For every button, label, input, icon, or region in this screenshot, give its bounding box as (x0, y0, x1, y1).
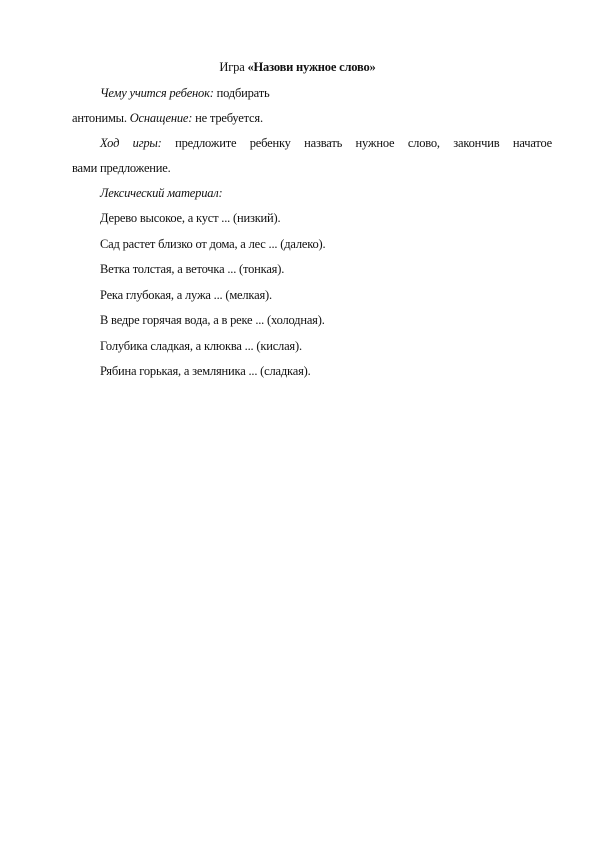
what-learns-line (100, 86, 269, 101)
sentence-item: Река глубокая, а лужа ... (мелкая). (100, 288, 272, 302)
lexical-material-heading (100, 186, 223, 201)
title-prefix: Игра (219, 60, 248, 74)
sentence-item: Дерево высокое, а куст ... (низкий). (100, 211, 281, 225)
game-course-line-2 (72, 161, 171, 176)
sentence-item: Голубика сладкая, а клюква ... (кислая). (100, 339, 302, 353)
game-course-text-2: вами предложение. (72, 161, 171, 175)
equipment-label: Оснащение: (129, 111, 193, 125)
sentence-item: Рябина горькая, а земляника ... (сладкая). (100, 364, 311, 378)
game-course-label: Ход игры: (100, 136, 162, 150)
game-course-text-1: предложите ребенку назвать нужное слово, закончив начатое (161, 136, 552, 150)
lexical-material-label: Лексический материал: (100, 186, 223, 200)
document-title (0, 60, 595, 75)
what-learns-text-1: подбирать (213, 86, 270, 100)
sentence-item: В ведре горячая вода, а в реке ... (холодная). (100, 313, 325, 327)
what-learns-text-2: антонимы. (72, 111, 130, 125)
what-learns-label: Чему учится ребенок: (100, 86, 214, 100)
equipment-text: не требуется. (192, 111, 263, 125)
game-name: «Назови нужное слово» (247, 60, 376, 74)
sentence-item: Сад растет близко от дома, а лес ... (далеко). (100, 237, 326, 251)
sentence-item: Ветка толстая, а веточка ... (тонкая). (100, 262, 285, 276)
game-course-line-1 (100, 136, 552, 151)
equipment-line (72, 111, 263, 126)
